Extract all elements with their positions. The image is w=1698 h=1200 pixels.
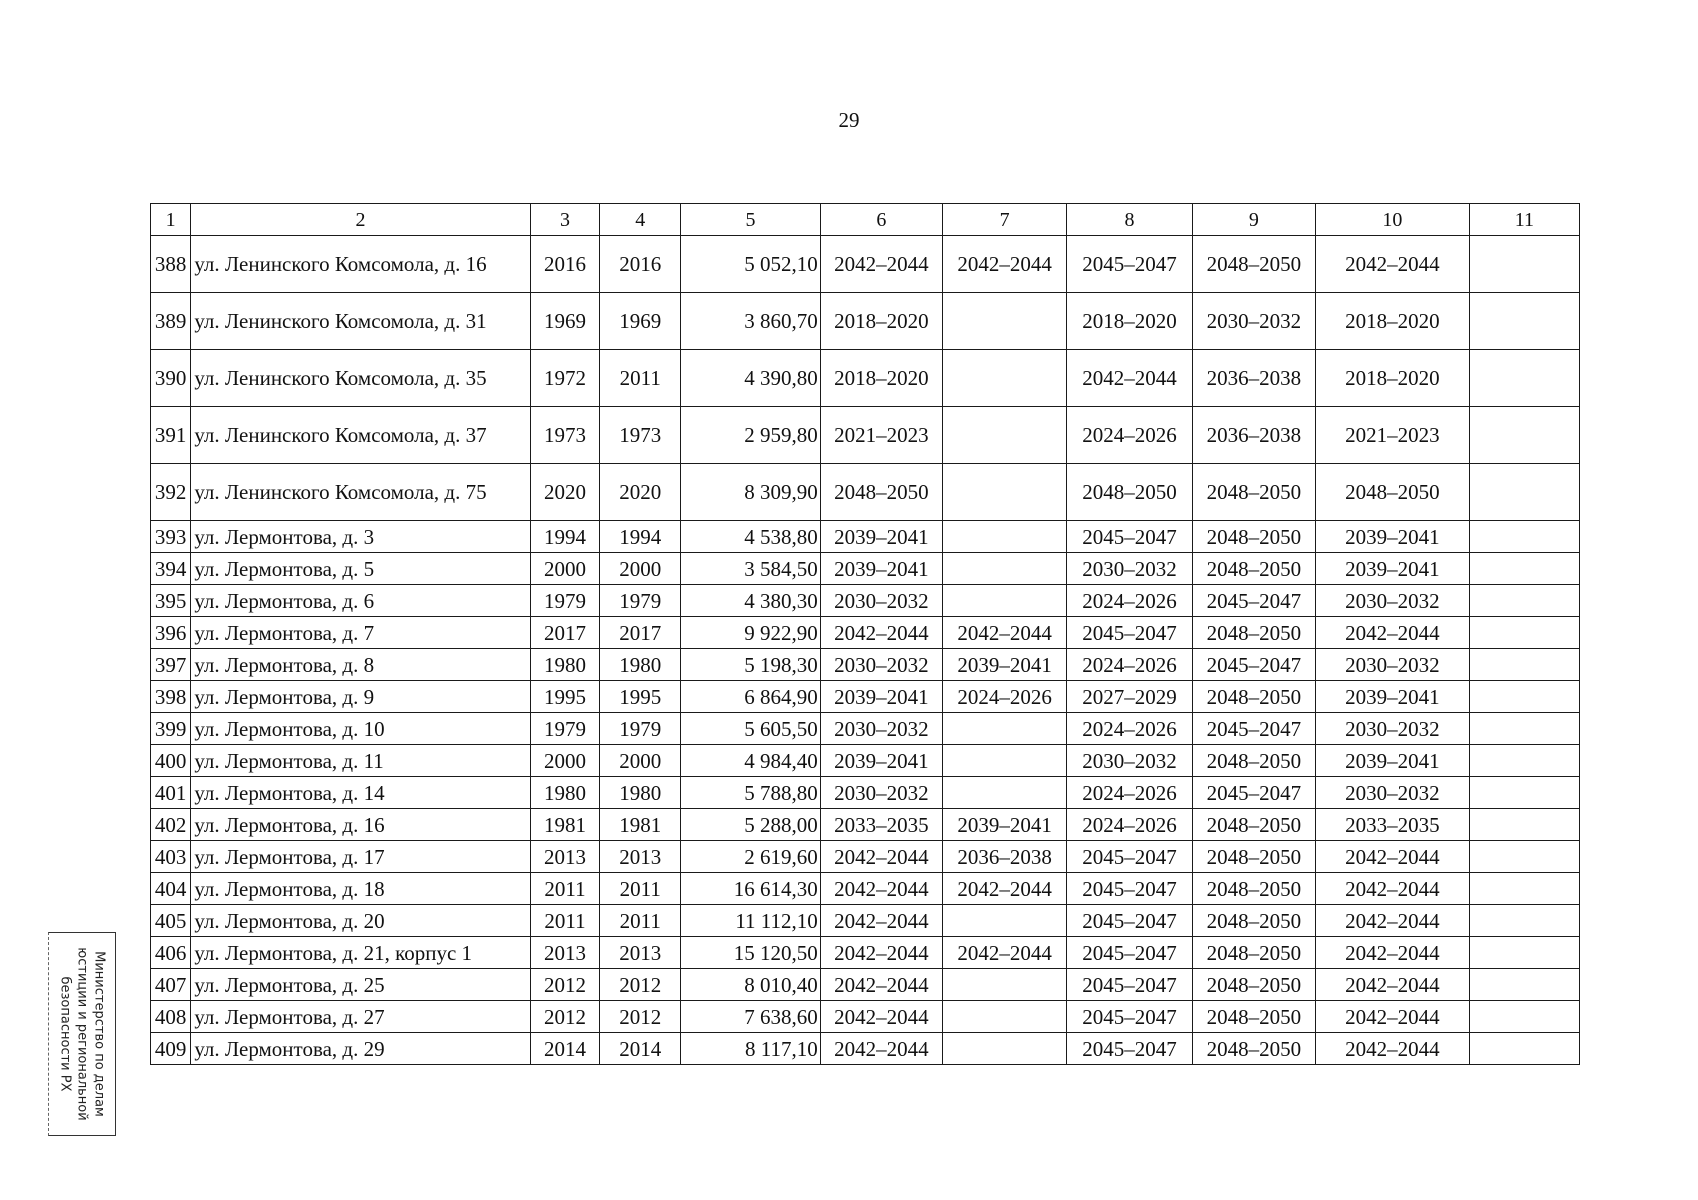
- period-10-cell: 2042–2044: [1315, 969, 1469, 1001]
- table-row: [151, 905, 1580, 937]
- period-9-cell: 2048–2050: [1192, 1001, 1315, 1033]
- period-9-cell: 2048–2050: [1192, 236, 1315, 293]
- table-row: [151, 841, 1580, 873]
- table-row: [151, 1001, 1580, 1033]
- period-8-cell: 2045–2047: [1067, 1001, 1192, 1033]
- column-11-cell: [1469, 293, 1579, 350]
- reconstruction-year-cell: 1994: [600, 521, 681, 553]
- build-year-cell: 2013: [530, 841, 600, 873]
- period-7-cell: [942, 521, 1066, 553]
- period-9-cell: 2030–2032: [1192, 293, 1315, 350]
- column-11-cell: [1469, 464, 1579, 521]
- table-row: [151, 553, 1580, 585]
- period-9-cell: 2045–2047: [1192, 713, 1315, 745]
- build-year-cell: 2012: [530, 969, 600, 1001]
- period-8-cell: 2018–2020: [1067, 293, 1192, 350]
- reconstruction-year-cell: 1980: [600, 649, 681, 681]
- build-year-cell: 2011: [530, 905, 600, 937]
- row-number-cell: 389: [151, 293, 191, 350]
- period-10-cell: 2042–2044: [1315, 617, 1469, 649]
- row-number-cell: 400: [151, 745, 191, 777]
- reconstruction-year-cell: 2011: [600, 905, 681, 937]
- period-8-cell: 2024–2026: [1067, 809, 1192, 841]
- row-number-cell: 395: [151, 585, 191, 617]
- column-header: 4: [600, 204, 681, 236]
- area-cell: 8 010,40: [681, 969, 821, 1001]
- reconstruction-year-cell: 2011: [600, 873, 681, 905]
- address-cell: ул. Лермонтова, д. 10: [191, 713, 530, 745]
- area-cell: 5 605,50: [681, 713, 821, 745]
- period-7-cell: [942, 777, 1066, 809]
- period-6-cell: 2030–2032: [820, 585, 942, 617]
- period-10-cell: 2042–2044: [1315, 841, 1469, 873]
- reconstruction-year-cell: 1981: [600, 809, 681, 841]
- build-year-cell: 1980: [530, 649, 600, 681]
- column-header: 5: [681, 204, 821, 236]
- address-cell: ул. Лермонтова, д. 9: [191, 681, 530, 713]
- period-10-cell: 2030–2032: [1315, 585, 1469, 617]
- period-7-cell: 2042–2044: [942, 617, 1066, 649]
- build-year-cell: 1979: [530, 585, 600, 617]
- period-6-cell: 2021–2023: [820, 407, 942, 464]
- period-6-cell: 2033–2035: [820, 809, 942, 841]
- period-8-cell: 2045–2047: [1067, 841, 1192, 873]
- period-10-cell: 2042–2044: [1315, 937, 1469, 969]
- period-6-cell: 2042–2044: [820, 937, 942, 969]
- period-9-cell: 2045–2047: [1192, 777, 1315, 809]
- column-11-cell: [1469, 350, 1579, 407]
- row-number-cell: 394: [151, 553, 191, 585]
- table-row: [151, 969, 1580, 1001]
- period-10-cell: 2042–2044: [1315, 1033, 1469, 1065]
- reconstruction-year-cell: 2014: [600, 1033, 681, 1065]
- period-10-cell: 2030–2032: [1315, 649, 1469, 681]
- column-header: 7: [942, 204, 1066, 236]
- period-6-cell: 2030–2032: [820, 649, 942, 681]
- address-cell: ул. Лермонтова, д. 20: [191, 905, 530, 937]
- period-7-cell: [942, 464, 1066, 521]
- period-8-cell: 2030–2032: [1067, 745, 1192, 777]
- row-number-cell: 404: [151, 873, 191, 905]
- build-year-cell: 2014: [530, 1033, 600, 1065]
- period-7-cell: [942, 350, 1066, 407]
- table-row: [151, 464, 1580, 521]
- period-9-cell: 2048–2050: [1192, 937, 1315, 969]
- table-row: [151, 937, 1580, 969]
- build-year-cell: 2016: [530, 236, 600, 293]
- build-year-cell: 2020: [530, 464, 600, 521]
- column-11-cell: [1469, 969, 1579, 1001]
- area-cell: 5 288,00: [681, 809, 821, 841]
- ministry-stamp: [48, 932, 116, 1136]
- period-7-cell: 2039–2041: [942, 809, 1066, 841]
- column-header: 2: [191, 204, 530, 236]
- period-6-cell: 2042–2044: [820, 617, 942, 649]
- column-header: 11: [1469, 204, 1579, 236]
- reconstruction-year-cell: 1973: [600, 407, 681, 464]
- stamp-line: юстиции и региональной: [74, 947, 90, 1121]
- period-6-cell: 2039–2041: [820, 681, 942, 713]
- column-11-cell: [1469, 681, 1579, 713]
- column-11-cell: [1469, 873, 1579, 905]
- reconstruction-year-cell: 1980: [600, 777, 681, 809]
- row-number-cell: 393: [151, 521, 191, 553]
- table-row: [151, 649, 1580, 681]
- period-9-cell: 2048–2050: [1192, 905, 1315, 937]
- period-8-cell: 2024–2026: [1067, 713, 1192, 745]
- period-7-cell: [942, 713, 1066, 745]
- area-cell: 8 309,90: [681, 464, 821, 521]
- reconstruction-year-cell: 2000: [600, 553, 681, 585]
- table-row: [151, 777, 1580, 809]
- reconstruction-year-cell: 2020: [600, 464, 681, 521]
- period-8-cell: 2024–2026: [1067, 649, 1192, 681]
- period-9-cell: 2045–2047: [1192, 585, 1315, 617]
- period-7-cell: [942, 1001, 1066, 1033]
- period-6-cell: 2048–2050: [820, 464, 942, 521]
- reconstruction-year-cell: 2000: [600, 745, 681, 777]
- row-number-cell: 409: [151, 1033, 191, 1065]
- period-9-cell: 2048–2050: [1192, 745, 1315, 777]
- period-6-cell: 2030–2032: [820, 713, 942, 745]
- reconstruction-year-cell: 2016: [600, 236, 681, 293]
- address-cell: ул. Ленинского Комсомола, д. 16: [191, 236, 530, 293]
- period-8-cell: 2042–2044: [1067, 350, 1192, 407]
- build-year-cell: 1995: [530, 681, 600, 713]
- reconstruction-year-cell: 2013: [600, 841, 681, 873]
- period-7-cell: 2024–2026: [942, 681, 1066, 713]
- reconstruction-year-cell: 2017: [600, 617, 681, 649]
- period-10-cell: 2042–2044: [1315, 236, 1469, 293]
- stamp-line: Министерство по делам: [91, 951, 107, 1117]
- period-10-cell: 2030–2032: [1315, 777, 1469, 809]
- period-10-cell: 2042–2044: [1315, 905, 1469, 937]
- address-cell: ул. Лермонтова, д. 5: [191, 553, 530, 585]
- period-8-cell: 2024–2026: [1067, 585, 1192, 617]
- period-8-cell: 2024–2026: [1067, 777, 1192, 809]
- column-11-cell: [1469, 585, 1579, 617]
- column-11-cell: [1469, 777, 1579, 809]
- period-6-cell: 2018–2020: [820, 293, 942, 350]
- period-8-cell: 2045–2047: [1067, 905, 1192, 937]
- area-cell: 5 198,30: [681, 649, 821, 681]
- column-11-cell: [1469, 809, 1579, 841]
- period-10-cell: 2039–2041: [1315, 745, 1469, 777]
- period-8-cell: 2045–2047: [1067, 617, 1192, 649]
- area-cell: 9 922,90: [681, 617, 821, 649]
- reconstruction-year-cell: 1995: [600, 681, 681, 713]
- period-7-cell: [942, 905, 1066, 937]
- period-6-cell: 2030–2032: [820, 777, 942, 809]
- table-row: [151, 236, 1580, 293]
- period-8-cell: 2045–2047: [1067, 873, 1192, 905]
- address-cell: ул. Лермонтова, д. 7: [191, 617, 530, 649]
- reconstruction-year-cell: 2013: [600, 937, 681, 969]
- column-header: 6: [820, 204, 942, 236]
- period-6-cell: 2042–2044: [820, 873, 942, 905]
- period-8-cell: 2027–2029: [1067, 681, 1192, 713]
- period-6-cell: 2042–2044: [820, 1001, 942, 1033]
- table-row: [151, 407, 1580, 464]
- row-number-cell: 401: [151, 777, 191, 809]
- build-year-cell: 1980: [530, 777, 600, 809]
- period-9-cell: 2048–2050: [1192, 464, 1315, 521]
- address-cell: ул. Лермонтова, д. 6: [191, 585, 530, 617]
- period-7-cell: [942, 969, 1066, 1001]
- period-10-cell: 2039–2041: [1315, 553, 1469, 585]
- table-row: [151, 585, 1580, 617]
- column-11-cell: [1469, 841, 1579, 873]
- reconstruction-year-cell: 1979: [600, 713, 681, 745]
- reconstruction-year-cell: 2012: [600, 969, 681, 1001]
- column-11-cell: [1469, 236, 1579, 293]
- housing-schedule-table-wrap: [150, 203, 1580, 1065]
- column-11-cell: [1469, 521, 1579, 553]
- area-cell: 5 788,80: [681, 777, 821, 809]
- period-8-cell: 2024–2026: [1067, 407, 1192, 464]
- period-9-cell: 2048–2050: [1192, 617, 1315, 649]
- column-11-cell: [1469, 1001, 1579, 1033]
- header-row: [151, 204, 1580, 236]
- table-row: [151, 713, 1580, 745]
- row-number-cell: 390: [151, 350, 191, 407]
- period-10-cell: 2021–2023: [1315, 407, 1469, 464]
- area-cell: 2 619,60: [681, 841, 821, 873]
- build-year-cell: 2013: [530, 937, 600, 969]
- table-row: [151, 681, 1580, 713]
- area-cell: 4 538,80: [681, 521, 821, 553]
- address-cell: ул. Ленинского Комсомола, д. 35: [191, 350, 530, 407]
- area-cell: 7 638,60: [681, 1001, 821, 1033]
- row-number-cell: 407: [151, 969, 191, 1001]
- period-10-cell: 2033–2035: [1315, 809, 1469, 841]
- area-cell: 5 052,10: [681, 236, 821, 293]
- row-number-cell: 388: [151, 236, 191, 293]
- column-header: 8: [1067, 204, 1192, 236]
- period-7-cell: 2042–2044: [942, 873, 1066, 905]
- build-year-cell: 2017: [530, 617, 600, 649]
- address-cell: ул. Лермонтова, д. 25: [191, 969, 530, 1001]
- period-8-cell: 2030–2032: [1067, 553, 1192, 585]
- period-6-cell: 2042–2044: [820, 236, 942, 293]
- period-9-cell: 2048–2050: [1192, 873, 1315, 905]
- column-11-cell: [1469, 937, 1579, 969]
- row-number-cell: 391: [151, 407, 191, 464]
- build-year-cell: 1969: [530, 293, 600, 350]
- address-cell: ул. Лермонтова, д. 14: [191, 777, 530, 809]
- period-7-cell: 2039–2041: [942, 649, 1066, 681]
- build-year-cell: 2000: [530, 553, 600, 585]
- reconstruction-year-cell: 1969: [600, 293, 681, 350]
- address-cell: ул. Лермонтова, д. 8: [191, 649, 530, 681]
- table-row: [151, 1033, 1580, 1065]
- area-cell: 15 120,50: [681, 937, 821, 969]
- table-row: [151, 293, 1580, 350]
- address-cell: ул. Лермонтова, д. 18: [191, 873, 530, 905]
- period-8-cell: 2045–2047: [1067, 236, 1192, 293]
- row-number-cell: 392: [151, 464, 191, 521]
- period-7-cell: [942, 293, 1066, 350]
- area-cell: 3 584,50: [681, 553, 821, 585]
- period-10-cell: 2030–2032: [1315, 713, 1469, 745]
- period-8-cell: 2045–2047: [1067, 1033, 1192, 1065]
- column-11-cell: [1469, 1033, 1579, 1065]
- row-number-cell: 405: [151, 905, 191, 937]
- period-9-cell: 2048–2050: [1192, 809, 1315, 841]
- table-row: [151, 809, 1580, 841]
- stamp-line: безопасности РХ: [57, 976, 73, 1092]
- period-8-cell: 2048–2050: [1067, 464, 1192, 521]
- period-9-cell: 2048–2050: [1192, 1033, 1315, 1065]
- column-header: 3: [530, 204, 600, 236]
- build-year-cell: 1994: [530, 521, 600, 553]
- period-7-cell: [942, 585, 1066, 617]
- period-6-cell: 2042–2044: [820, 841, 942, 873]
- column-header: 1: [151, 204, 191, 236]
- period-7-cell: [942, 407, 1066, 464]
- period-7-cell: [942, 553, 1066, 585]
- table-row: [151, 745, 1580, 777]
- area-cell: 11 112,10: [681, 905, 821, 937]
- period-9-cell: 2048–2050: [1192, 553, 1315, 585]
- column-11-cell: [1469, 713, 1579, 745]
- area-cell: 2 959,80: [681, 407, 821, 464]
- row-number-cell: 408: [151, 1001, 191, 1033]
- period-6-cell: 2042–2044: [820, 905, 942, 937]
- build-year-cell: 2000: [530, 745, 600, 777]
- period-6-cell: 2039–2041: [820, 521, 942, 553]
- period-7-cell: [942, 745, 1066, 777]
- build-year-cell: 1972: [530, 350, 600, 407]
- area-cell: 6 864,90: [681, 681, 821, 713]
- column-11-cell: [1469, 553, 1579, 585]
- column-header: 10: [1315, 204, 1469, 236]
- period-10-cell: 2018–2020: [1315, 293, 1469, 350]
- build-year-cell: 1973: [530, 407, 600, 464]
- column-11-cell: [1469, 617, 1579, 649]
- period-10-cell: 2039–2041: [1315, 521, 1469, 553]
- period-9-cell: 2036–2038: [1192, 350, 1315, 407]
- address-cell: ул. Лермонтова, д. 21, корпус 1: [191, 937, 530, 969]
- period-9-cell: 2048–2050: [1192, 841, 1315, 873]
- period-6-cell: 2039–2041: [820, 553, 942, 585]
- reconstruction-year-cell: 1979: [600, 585, 681, 617]
- reconstruction-year-cell: 2011: [600, 350, 681, 407]
- period-6-cell: 2018–2020: [820, 350, 942, 407]
- period-9-cell: 2048–2050: [1192, 681, 1315, 713]
- build-year-cell: 1979: [530, 713, 600, 745]
- housing-schedule-table: [150, 203, 1580, 1065]
- area-cell: 8 117,10: [681, 1033, 821, 1065]
- address-cell: ул. Лермонтова, д. 11: [191, 745, 530, 777]
- build-year-cell: 2011: [530, 873, 600, 905]
- area-cell: 4 984,40: [681, 745, 821, 777]
- page-number: 29: [838, 108, 860, 132]
- row-number-cell: 399: [151, 713, 191, 745]
- row-number-cell: 402: [151, 809, 191, 841]
- table-row: [151, 521, 1580, 553]
- period-10-cell: 2048–2050: [1315, 464, 1469, 521]
- period-7-cell: 2042–2044: [942, 236, 1066, 293]
- build-year-cell: 1981: [530, 809, 600, 841]
- period-8-cell: 2045–2047: [1067, 521, 1192, 553]
- area-cell: 4 390,80: [681, 350, 821, 407]
- address-cell: ул. Лермонтова, д. 29: [191, 1033, 530, 1065]
- area-cell: 16 614,30: [681, 873, 821, 905]
- address-cell: ул. Лермонтова, д. 27: [191, 1001, 530, 1033]
- row-number-cell: 396: [151, 617, 191, 649]
- build-year-cell: 2012: [530, 1001, 600, 1033]
- address-cell: ул. Ленинского Комсомола, д. 75: [191, 464, 530, 521]
- period-7-cell: 2036–2038: [942, 841, 1066, 873]
- address-cell: ул. Лермонтова, д. 17: [191, 841, 530, 873]
- table-row: [151, 350, 1580, 407]
- reconstruction-year-cell: 2012: [600, 1001, 681, 1033]
- period-10-cell: 2042–2044: [1315, 1001, 1469, 1033]
- period-10-cell: 2039–2041: [1315, 681, 1469, 713]
- address-cell: ул. Ленинского Комсомола, д. 37: [191, 407, 530, 464]
- row-number-cell: 406: [151, 937, 191, 969]
- period-6-cell: 2039–2041: [820, 745, 942, 777]
- address-cell: ул. Лермонтова, д. 16: [191, 809, 530, 841]
- column-header: 9: [1192, 204, 1315, 236]
- period-9-cell: 2048–2050: [1192, 521, 1315, 553]
- stamp-text: [57, 934, 108, 1134]
- period-8-cell: 2045–2047: [1067, 937, 1192, 969]
- period-8-cell: 2045–2047: [1067, 969, 1192, 1001]
- period-10-cell: 2018–2020: [1315, 350, 1469, 407]
- table-row: [151, 617, 1580, 649]
- period-9-cell: 2045–2047: [1192, 649, 1315, 681]
- address-cell: ул. Ленинского Комсомола, д. 31: [191, 293, 530, 350]
- column-11-cell: [1469, 407, 1579, 464]
- period-9-cell: 2048–2050: [1192, 969, 1315, 1001]
- row-number-cell: 397: [151, 649, 191, 681]
- period-6-cell: 2042–2044: [820, 969, 942, 1001]
- row-number-cell: 398: [151, 681, 191, 713]
- area-cell: 3 860,70: [681, 293, 821, 350]
- area-cell: 4 380,30: [681, 585, 821, 617]
- column-11-cell: [1469, 745, 1579, 777]
- column-11-cell: [1469, 905, 1579, 937]
- table-row: [151, 873, 1580, 905]
- period-6-cell: 2042–2044: [820, 1033, 942, 1065]
- period-10-cell: 2042–2044: [1315, 873, 1469, 905]
- column-11-cell: [1469, 649, 1579, 681]
- period-7-cell: [942, 1033, 1066, 1065]
- row-number-cell: 403: [151, 841, 191, 873]
- period-9-cell: 2036–2038: [1192, 407, 1315, 464]
- period-7-cell: 2042–2044: [942, 937, 1066, 969]
- address-cell: ул. Лермонтова, д. 3: [191, 521, 530, 553]
